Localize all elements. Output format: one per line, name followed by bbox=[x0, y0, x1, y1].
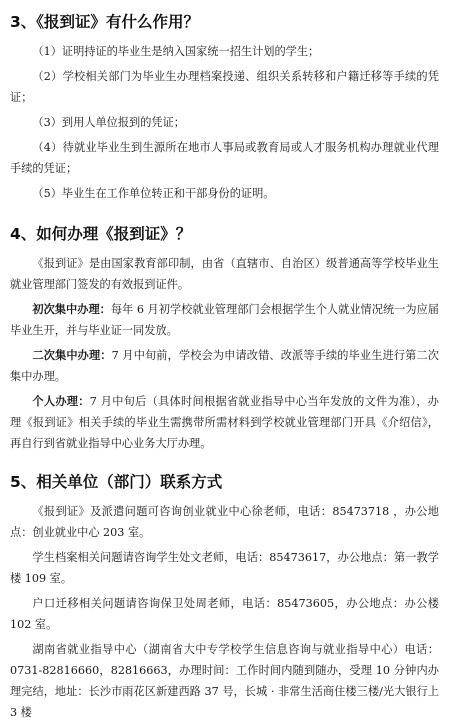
item-label: 初次集中办理： bbox=[32, 303, 111, 316]
list-item: 户口迁移相关问题请咨询保卫处周老师，电话：85473605，办公地点：办公楼 102 室。 bbox=[10, 597, 439, 631]
section-contacts bbox=[10, 472, 439, 723]
intro-paragraph: 《报到证》是由国家教育部印制，由省（直辖市、自治区）级普通高等学校毕业生就业管理部门签发的有效报到证件。 bbox=[10, 257, 439, 291]
section-purpose bbox=[10, 12, 439, 204]
list-item: （5）毕业生在工作单位转正和干部身份的证明。 bbox=[32, 187, 275, 200]
item-label: 个人办理： bbox=[32, 395, 90, 408]
list-item: 湖南省就业指导中心（湖南省大中专学校学生信息咨询与就业指导中心）电话：0731-82816660，82816663，办理时间：工作时间内随到随办，受理 10 分钟内办理完结，地址：长沙市雨花区新建西路 37 号，长城 · 非常生活商住楼三楼/光大银行上 3 楼 bbox=[10, 643, 439, 719]
section-heading: 3、《报到证》有什么作用？ bbox=[10, 13, 200, 31]
section-heading: 5、相关单位（部门）联系方式 bbox=[10, 473, 223, 491]
list-item bbox=[10, 299, 439, 341]
item-text: 7 月中旬前，学校会为申请改错、改派等手续的毕业生进行第二次集中办理。 bbox=[10, 349, 439, 383]
list-item: 《报到证》及派遣问题可咨询创业就业中心徐老师，电话：85473718 ，办公地点：创业就业中心 203 室。 bbox=[10, 505, 439, 539]
list-item: （1）证明持证的毕业生是纳入国家统一招生计划的学生； bbox=[32, 45, 320, 58]
list-item: （3）到用人单位报到的凭证； bbox=[32, 116, 185, 129]
list-item bbox=[10, 391, 439, 454]
item-text: 每年 6 月初学校就业管理部门会根据学生个人就业情况统一为应届毕业生开，并与毕业证一同发放。 bbox=[10, 303, 439, 337]
list-item bbox=[10, 345, 439, 387]
section-heading: 4、如何办理《报到证》？ bbox=[10, 225, 192, 243]
section-how-to-apply bbox=[10, 224, 439, 454]
list-item: 学生档案相关问题请咨询学生处文老师，电话：85473617，办公地点：第一教学楼 109 室。 bbox=[10, 551, 439, 585]
list-item: （2）学校相关部门为毕业生办理档案投递、组织关系转移和户籍迁移等手续的凭证； bbox=[10, 70, 439, 104]
item-text: 7 月中旬后（具体时间根据省就业指导中心当年发放的文件为准），办理《报到证》相关手续的毕业生需携带所需材料到学校就业管理部门开具《介绍信》，再自行到省就业指导中心业务大厅办理。 bbox=[10, 395, 439, 450]
list-item: （4）待就业毕业生到生源所在地市人事局或教育局或人才服务机构办理就业代理手续的凭证； bbox=[10, 141, 439, 175]
item-label: 二次集中办理： bbox=[32, 349, 112, 362]
